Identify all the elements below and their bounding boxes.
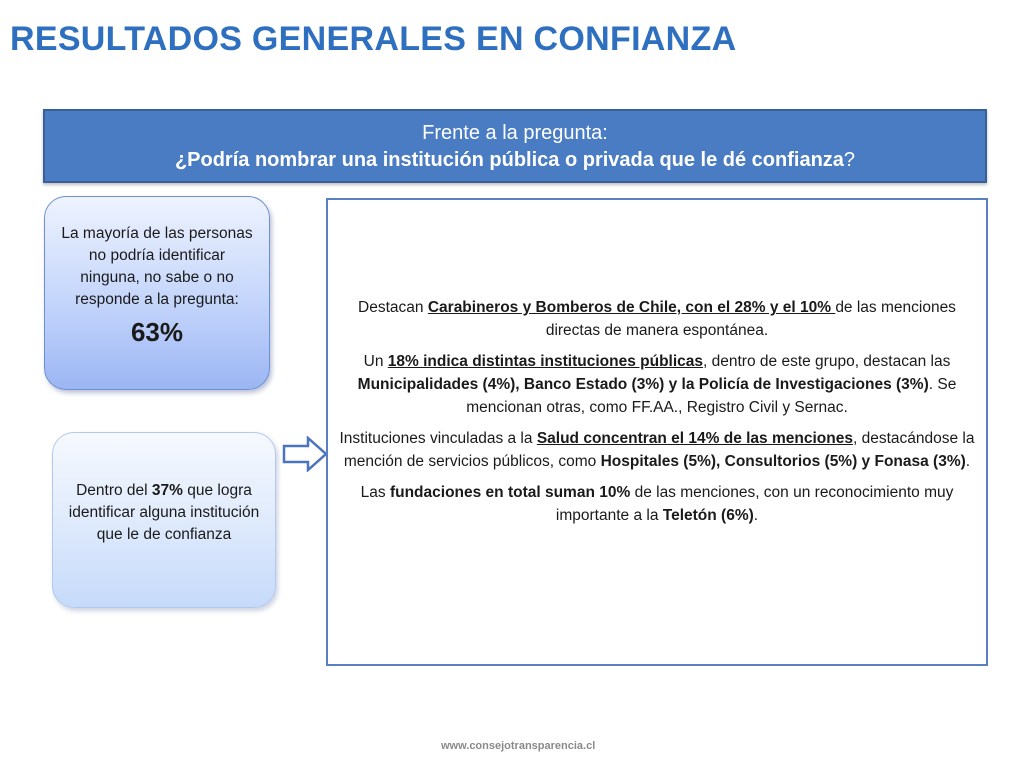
identified-text-post: que logra identificar alguna institución que le de confianza: [68, 482, 260, 543]
p1-a: Destacan: [358, 299, 428, 316]
findings-box: [326, 198, 988, 666]
question-lead: Frente a la pregunta:: [422, 122, 608, 144]
identified-percent: 37%: [151, 482, 183, 499]
finding-paragraph-2: [338, 350, 976, 419]
no-answer-text: La mayoría de las personas no podría identificar ninguna, no sabe o no responde a la pregunta:: [61, 225, 253, 308]
question-body: ¿Podría nombrar una institución pública o privada que le dé confianza: [174, 149, 844, 171]
right-arrow-icon: [282, 436, 328, 472]
p4-e: .: [753, 507, 759, 524]
p3-a: Instituciones vinculadas a la: [339, 430, 537, 447]
p1-c: de las menciones directas de manera espontánea.: [545, 299, 956, 339]
p2-e: . Se mencionan otras, como FF.AA., Registro Civil y Sernac.: [466, 376, 957, 416]
p4-c: de las menciones, con un reconocimiento muy importante a la: [555, 484, 954, 524]
p2-b: 18% indica distintas instituciones públicas: [387, 353, 704, 370]
no-answer-bubble: [44, 196, 270, 390]
p1-b: Carabineros y Bomberos de Chile, con el 28% y el 10%: [427, 299, 836, 316]
p2-c: , dentro de este grupo, destacan las: [703, 353, 951, 370]
identified-bubble: [52, 432, 276, 608]
p4-d: Teletón (6%): [662, 507, 754, 524]
p4-b: fundaciones en total suman 10%: [389, 484, 631, 501]
p3-b: Salud concentran el 14% de las menciones: [536, 430, 853, 447]
p2-a: Un: [363, 353, 388, 370]
p2-d: Municipalidades (4%), Banco Estado (3%) y la Policía de Investigaciones (3%): [357, 376, 929, 393]
finding-paragraph-4: [338, 481, 976, 527]
page-title: RESULTADOS GENERALES EN CONFIANZA: [10, 20, 737, 58]
p4-a: Las: [360, 484, 390, 501]
finding-paragraph-3: [338, 427, 976, 473]
finding-paragraph-1: [338, 296, 976, 342]
identified-text-pre: Dentro del: [76, 482, 152, 499]
question-banner: [43, 109, 987, 183]
no-answer-percent: 63%: [130, 317, 184, 347]
footer-url: www.consejotransparencia.cl: [441, 740, 596, 752]
question-mark: ?: [843, 149, 856, 171]
p3-c: , destacándose la mención de servicios públicos, como: [343, 430, 975, 470]
p3-d: Hospitales (5%), Consultorios (5%) y Fonasa (3%): [600, 453, 966, 470]
question-text: [45, 149, 985, 172]
p3-e: .: [965, 453, 971, 470]
